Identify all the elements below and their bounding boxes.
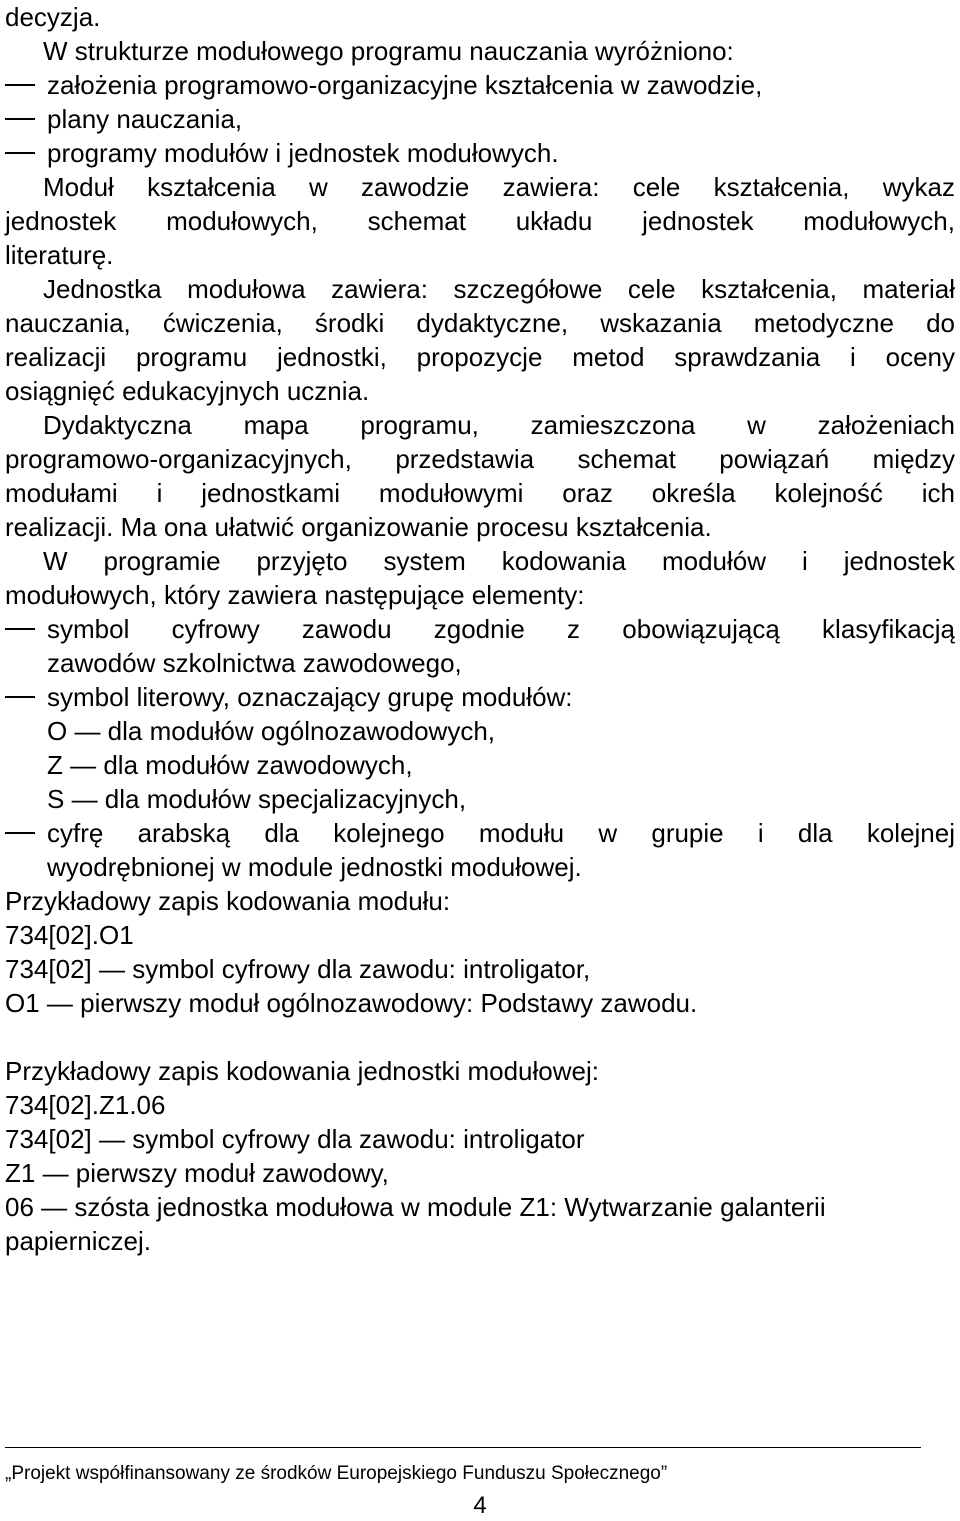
- dash-bullet-icon: [5, 118, 35, 120]
- text-line: Przykładowy zapis kodowania modułu:: [5, 886, 451, 916]
- dash-bullet-icon: [5, 84, 35, 86]
- list-item: [5, 136, 955, 170]
- list-item: [5, 102, 955, 136]
- text-line: osiągnięć edukacyjnych ucznia.: [5, 376, 370, 406]
- list-item-text: cyfrę arabską dla kolejnego modułu w grupie i dla kolejnej: [47, 818, 955, 848]
- text-line: 06 — szósta jednostka modułowa w module Z1: Wytwarzanie galanterii: [5, 1192, 826, 1222]
- document-body: [5, 0, 955, 1258]
- dash-bullet-icon: [5, 152, 35, 154]
- dash-bullet-icon: [5, 832, 35, 834]
- text-line: zawodów szkolnictwa zawodowego,: [47, 648, 462, 678]
- list-item: [5, 68, 955, 102]
- list-item-text: założenia programowo-organizacyjne kształcenia w zawodzie,: [47, 70, 763, 100]
- list-item-text: symbol literowy, oznaczający grupę modułów:: [47, 682, 573, 712]
- list-item-text: plany nauczania,: [47, 104, 243, 134]
- text-line: Z — dla modułów zawodowych,: [47, 750, 413, 780]
- text-line: Moduł kształcenia w zawodzie zawiera: cele kształcenia, wykaz: [43, 172, 955, 202]
- text-line: 734[02].O1: [5, 920, 134, 950]
- footer-divider: [5, 1447, 921, 1448]
- text-line: W strukturze modułowego programu nauczania wyróżniono:: [43, 36, 734, 66]
- text-line: 734[02] — symbol cyfrowy dla zawodu: introligator: [5, 1124, 585, 1154]
- list-item-text: symbol cyfrowy zawodu zgodnie z obowiązującą klasyfikacją: [47, 614, 955, 644]
- paragraph-gap: [5, 1020, 955, 1054]
- list-item: [5, 680, 955, 714]
- text-line: programowo-organizacyjnych, przedstawia schemat powiązań między: [5, 444, 955, 474]
- footer-text: „Projekt współfinansowany ze środków Europejskiego Funduszu Społecznego”: [5, 1463, 668, 1484]
- text-line: Z1 — pierwszy moduł zawodowy,: [5, 1158, 389, 1188]
- text-line: 734[02] — symbol cyfrowy dla zawodu: introligator,: [5, 954, 591, 984]
- text-line: decyzja.: [5, 2, 101, 32]
- text-line: literaturę.: [5, 240, 114, 270]
- dash-bullet-icon: [5, 696, 35, 698]
- text-line: modułowych, który zawiera następujące elementy:: [5, 580, 585, 610]
- text-line: Jednostka modułowa zawiera: szczegółowe cele kształcenia, materiał: [43, 274, 955, 304]
- list-item-text: programy modułów i jednostek modułowych.: [47, 138, 559, 168]
- text-line: realizacji. Ma ona ułatwić organizowanie procesu kształcenia.: [5, 512, 712, 542]
- text-line: realizacji programu jednostki, propozycje metod sprawdzania i oceny: [5, 342, 955, 372]
- text-line: O1 — pierwszy moduł ogólnozawodowy: Podstawy zawodu.: [5, 988, 698, 1018]
- text-line: S — dla modułów specjalizacyjnych,: [47, 784, 467, 814]
- text-line: papierniczej.: [5, 1226, 151, 1256]
- text-line: modułami i jednostkami modułowymi oraz określa kolejność ich: [5, 478, 955, 508]
- dash-bullet-icon: [5, 628, 35, 630]
- text-line: O — dla modułów ogólnozawodowych,: [47, 716, 496, 746]
- list-item: [5, 612, 955, 646]
- text-line: jednostek modułowych, schemat układu jednostek modułowych,: [5, 206, 955, 236]
- text-line: Przykładowy zapis kodowania jednostki modułowej:: [5, 1056, 599, 1086]
- text-line: wyodrębnionej w module jednostki modułowej.: [47, 852, 582, 882]
- page-number: 4: [473, 1492, 487, 1519]
- text-line: 734[02].Z1.06: [5, 1090, 166, 1120]
- list-item: [5, 816, 955, 850]
- text-line: W programie przyjęto system kodowania modułów i jednostek: [43, 546, 955, 576]
- text-line: Dydaktyczna mapa programu, zamieszczona w założeniach: [43, 410, 955, 440]
- text-line: nauczania, ćwiczenia, środki dydaktyczne, wskazania metodyczne do: [5, 308, 955, 338]
